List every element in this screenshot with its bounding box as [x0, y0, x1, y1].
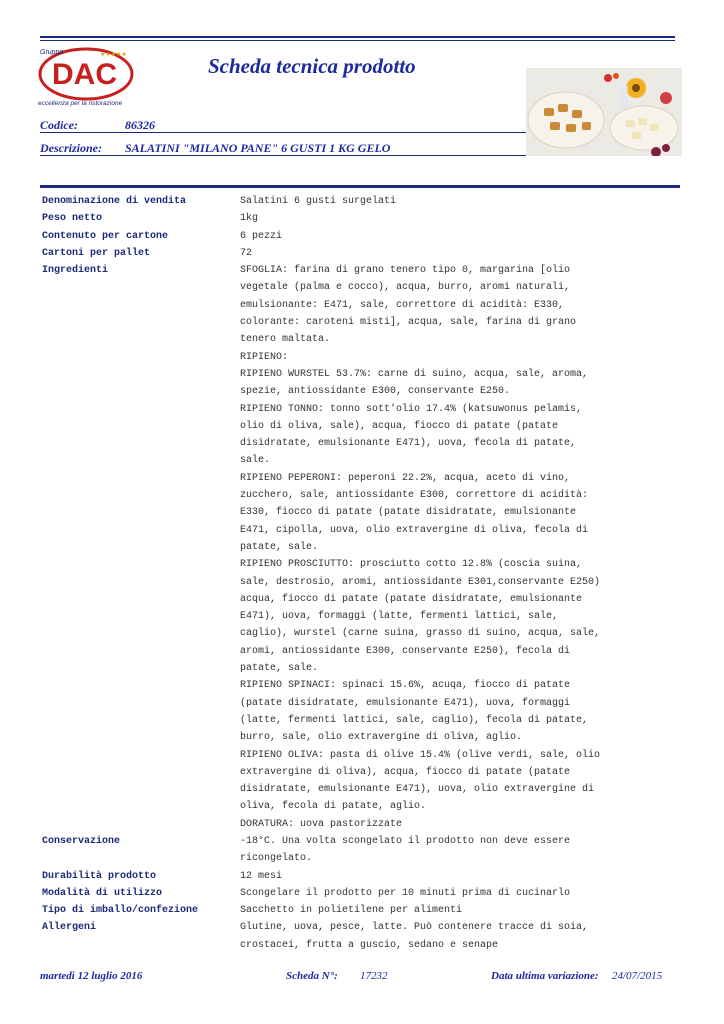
- field-value-line: Glutine, uova, pesce, latte. Può contenere tracce di soia,: [240, 922, 589, 934]
- field-label: Ingredienti: [42, 265, 109, 277]
- field-row: [42, 885, 642, 902]
- field-value-line: RIPIENO OLIVA: pasta di olive 15.4% (olive verdi, sale, olio: [240, 749, 601, 761]
- footer-variazione-value: 24/07/2015: [612, 970, 663, 982]
- svg-text:★★★★★: ★★★★★: [100, 52, 127, 58]
- field-value: [240, 833, 600, 868]
- field-row: [42, 262, 642, 833]
- field-row: [42, 833, 642, 868]
- field-value: [240, 228, 600, 245]
- field-value: [240, 902, 600, 919]
- footer-date: martedì 12 luglio 2016: [40, 970, 143, 982]
- logo-tagline: eccellenza per la ristorazione: [38, 100, 123, 107]
- field-value-line: RIPIENO TONNO: tonno sott'olio 17.4% (katsuwonus pelamis,: [240, 403, 583, 415]
- field-value-line: crostacei, frutta a guscio, sedano e senape: [240, 939, 499, 951]
- section-rule: [40, 185, 680, 188]
- descrizione-rule: [40, 155, 526, 156]
- field-label: Durabilità prodotto: [42, 870, 157, 882]
- field-value-line: (patate disidratate, emulsionante E471), uova, formaggi: [240, 697, 571, 709]
- field-value-line: patate, sale.: [240, 541, 319, 553]
- codice-label: Codice:: [40, 118, 78, 132]
- logo-group-text: Gruppo: [40, 49, 64, 56]
- field-value-line: RIPIENO WURSTEL 53.7%: carne di suino, acqua, sale, aroma,: [240, 368, 589, 380]
- field-row: [42, 228, 642, 245]
- field-row: [42, 193, 642, 210]
- codice-rule: [40, 132, 526, 133]
- field-label: Conservazione: [42, 835, 121, 847]
- field-value-line: E471, cipolla, uova, olio extravergine di oliva, fecola di: [240, 524, 589, 536]
- product-fields: [42, 193, 642, 954]
- field-value: [240, 868, 600, 885]
- field-value-line: emulsionante: E471, sale, correttore di acidità: E330,: [240, 299, 565, 311]
- field-value-line: DORATURA: uova pastorizzate: [240, 818, 403, 830]
- field-value-line: -18°C. Una volta scongelato il prodotto non deve essere: [240, 835, 571, 847]
- field-label: Modalità di utilizzo: [42, 887, 163, 899]
- field-row: [42, 210, 642, 227]
- field-value: [240, 919, 600, 954]
- field-value-line: olio di oliva, sale), acqua, fiocco di patate (patate: [240, 420, 559, 432]
- field-value-line: (latte, fermenti lattici, sale, caglio), fecola di patate,: [240, 714, 589, 726]
- field-label: Contenuto per cartone: [42, 230, 169, 242]
- field-value-line: 12 mesi: [240, 870, 283, 882]
- field-value-line: patate, sale.: [240, 663, 319, 675]
- field-value-line: spezie, antiossidante E300, conservante E250.: [240, 386, 511, 398]
- field-row: [42, 245, 642, 262]
- field-value-line: vegetale (palma e cocco), acqua, burro, aromi naturali,: [240, 282, 571, 294]
- field-value-line: RIPIENO PROSCIUTTO: prosciutto cotto 12.8% (coscia suina,: [240, 559, 583, 571]
- footer-scheda-label: Scheda N°:: [286, 970, 338, 982]
- logo-brand: DAC: [52, 58, 117, 91]
- descrizione-value: SALATINI "MILANO PANE" 6 GUSTI 1 KG GELO: [125, 141, 391, 155]
- field-value-line: Scongelare il prodotto per 10 minuti prima di cucinarlo: [240, 887, 571, 899]
- field-value-line: 1kg: [240, 213, 259, 225]
- field-value-line: RIPIENO:: [240, 351, 289, 363]
- field-value: [240, 210, 600, 227]
- field-value-line: sale, destrosio, aromi, antiossidante E301,conservante E250): [240, 576, 601, 588]
- field-value-line: acqua, fiocco di patate (patate disidratate, emulsionante: [240, 593, 583, 605]
- field-value: [240, 262, 600, 833]
- field-value-line: burro, sale, olio extravergine di oliva, aglio.: [240, 732, 523, 744]
- field-row: [42, 919, 642, 954]
- field-value-line: extravergine di oliva), acqua, fiocco di patate (patate: [240, 766, 571, 778]
- field-value-line: Sacchetto in polietilene per alimenti: [240, 905, 463, 917]
- field-value-line: RIPIENO SPINACI: spinaci 15.6%, acuqa, fiocco di patate: [240, 680, 571, 692]
- descrizione-label: Descrizione:: [40, 141, 102, 155]
- field-value-line: 72: [240, 247, 253, 259]
- field-label: Denominazione di vendita: [42, 196, 187, 207]
- field-value-line: oliva, fecola di patate, aglio.: [240, 801, 427, 813]
- page-title: Scheda tecnica prodotto: [208, 54, 416, 78]
- field-value-line: disidratate, emulsionante E471), uova, olio extravergine di: [240, 784, 595, 796]
- field-value-line: zucchero, sale, antiossidante E300, correttore di acidità:: [240, 490, 589, 502]
- field-value-line: caglio), wurstel (carne suina, grasso di suino, acqua, sale,: [240, 628, 601, 640]
- footer-variazione-label: Data ultima variazione:: [491, 970, 599, 982]
- top-rule: [40, 36, 675, 38]
- field-value-line: SFOGLIA: farina di grano tenero tipo 0, margarina [olio: [240, 265, 571, 277]
- field-value-line: RIPIENO PEPERONI: peperoni 22.2%, acqua, aceto di vino,: [240, 472, 571, 484]
- field-label: Cartoni per pallet: [42, 247, 151, 259]
- product-photo: [526, 68, 682, 156]
- field-value-line: E471), uova, formaggi (latte, fermenti lattici, sale,: [240, 611, 559, 623]
- field-value-line: colorante: caroteni misti], acqua, sale, farina di grano: [240, 317, 577, 329]
- field-value-line: Salatini 6 gusti surgelati: [240, 196, 397, 207]
- field-value-line: sale.: [240, 455, 271, 467]
- field-row: [42, 902, 642, 919]
- field-label: Peso netto: [42, 213, 103, 225]
- field-value-line: 6 pezzi: [240, 230, 283, 242]
- field-label: Tipo di imballo/confezione: [42, 905, 199, 917]
- field-value-line: E330, fiocco di patate (patate disidratate, emulsionante: [240, 507, 577, 519]
- field-row: [42, 868, 642, 885]
- field-label: Allergeni: [42, 922, 97, 934]
- dac-logo: [38, 44, 138, 108]
- field-value-line: aromi, antiossidante E300, conservante E250), fecola di: [240, 645, 571, 657]
- field-value-line: disidratate, emulsionante E471), uova, fecola di patate,: [240, 438, 577, 450]
- top-rule-2: [40, 40, 675, 41]
- field-value: [240, 245, 600, 262]
- field-value-line: tenero maltata.: [240, 334, 331, 346]
- field-value: [240, 885, 600, 902]
- field-value: [240, 193, 600, 210]
- codice-value: 86326: [125, 118, 155, 132]
- field-value-line: ricongelato.: [240, 853, 313, 865]
- footer-scheda-value: 17232: [360, 970, 388, 982]
